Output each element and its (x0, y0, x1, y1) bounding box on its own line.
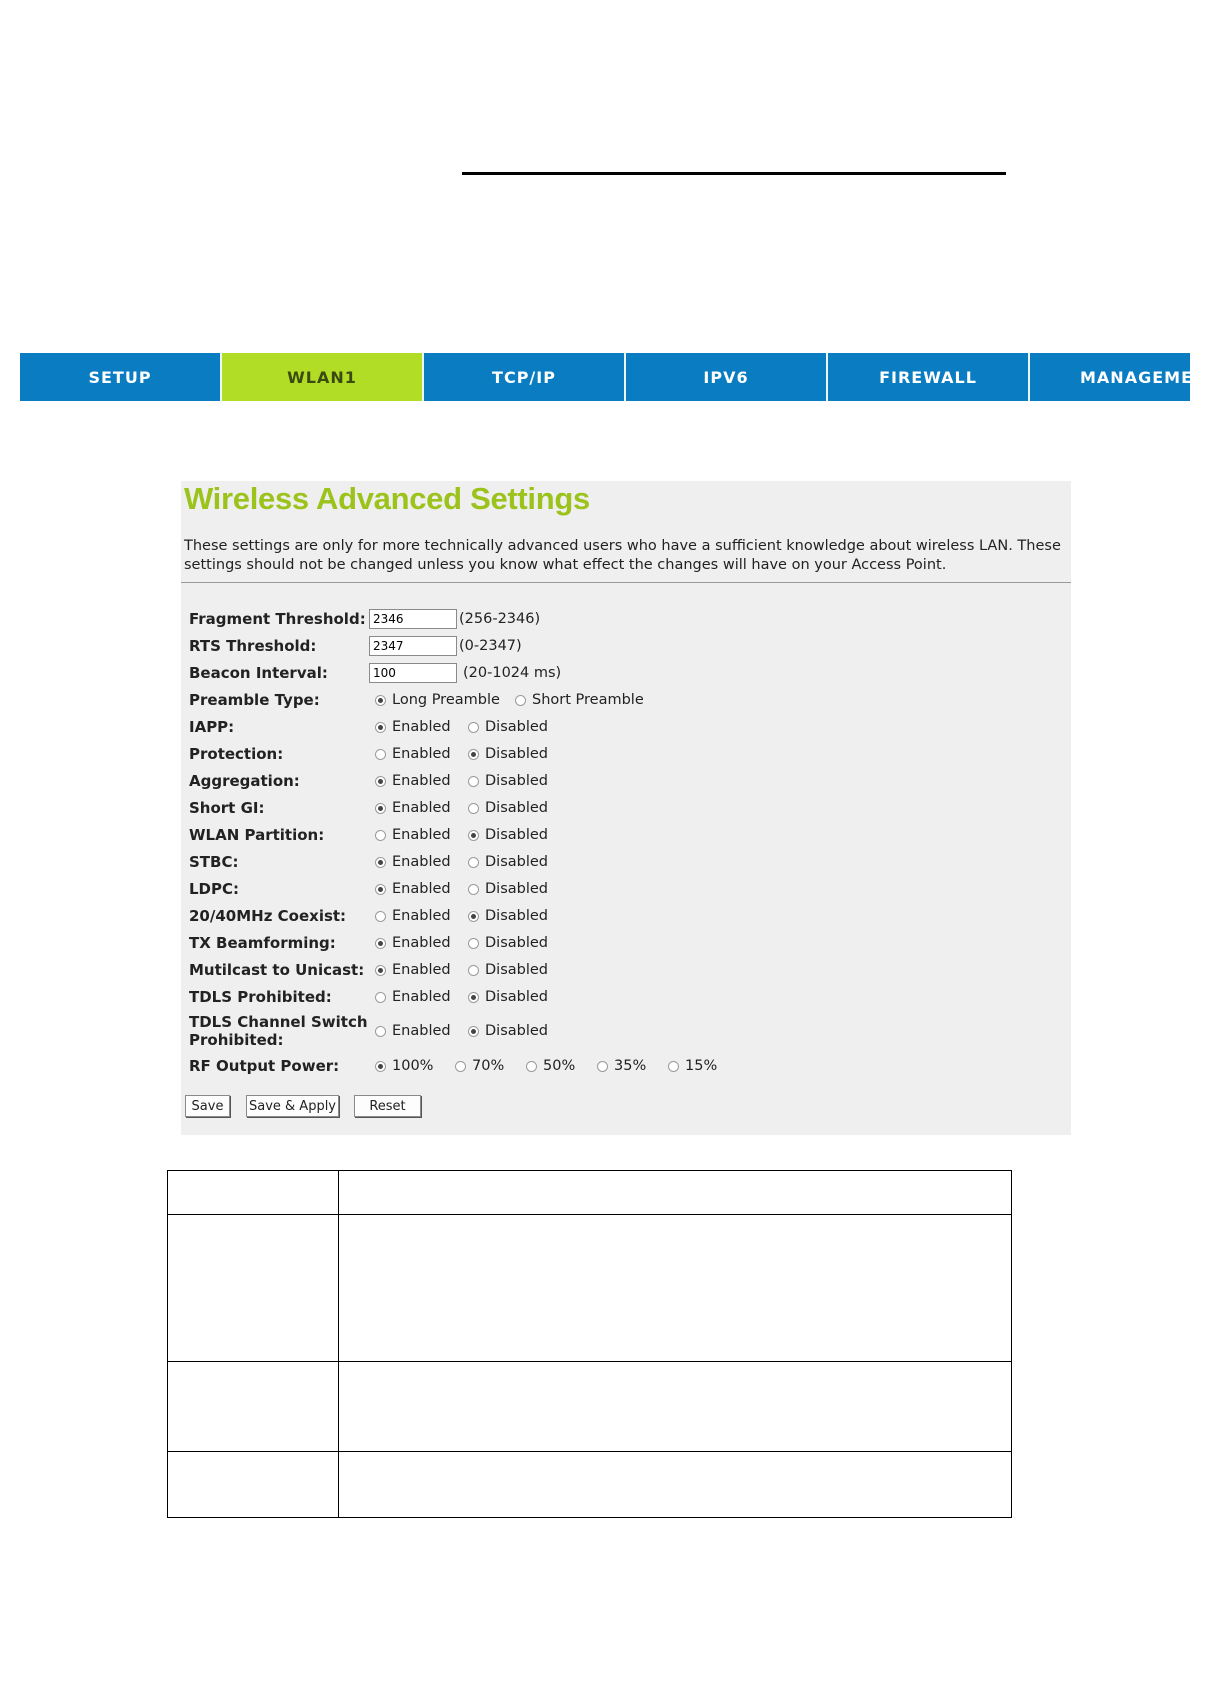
aggregation-row (189, 769, 1059, 793)
tx-beamforming-enabled-option[interactable]: Enabled (375, 935, 468, 951)
tab-setup[interactable]: SETUP (20, 353, 222, 401)
table-cell (168, 1361, 339, 1451)
rf-power-50-option[interactable]: 50% (526, 1058, 597, 1074)
ldpc-row (189, 877, 1059, 901)
radio-icon[interactable] (375, 884, 386, 895)
radio-icon[interactable] (375, 776, 386, 787)
preamble-long-option[interactable]: Long Preamble (375, 692, 515, 708)
coexist-enabled-option[interactable]: Enabled (375, 908, 468, 924)
main-navigation (20, 353, 1219, 401)
radio-icon[interactable] (468, 965, 479, 976)
wireless-advanced-settings-panel (181, 481, 1071, 1135)
radio-icon[interactable] (468, 749, 479, 760)
rts-threshold-range: (0-2347) (459, 638, 522, 654)
radio-icon[interactable] (468, 884, 479, 895)
radio-icon[interactable] (375, 992, 386, 1003)
iapp-disabled-option[interactable]: Disabled (468, 719, 548, 735)
beacon-interval-range: (20-1024 ms) (463, 665, 562, 681)
tdls-channel-switch-enabled-option[interactable]: Enabled (375, 1023, 468, 1039)
radio-icon[interactable] (468, 803, 479, 814)
header-rule (462, 172, 1006, 175)
tdls-channel-switch-row (189, 1011, 1059, 1051)
tdls-prohibited-disabled-option[interactable]: Disabled (468, 989, 548, 1005)
tx-beamforming-disabled-option[interactable]: Disabled (468, 935, 548, 951)
beacon-interval-label: Beacon Interval: (189, 664, 328, 682)
coexist-label: 20/40MHz Coexist: (189, 907, 347, 925)
radio-icon[interactable] (468, 857, 479, 868)
wlan-partition-row (189, 823, 1059, 847)
rts-threshold-label: RTS Threshold: (189, 637, 317, 655)
page-description: These settings are only for more technically advanced users who have a sufficient knowledge about wireless LAN. These settings should not be changed unless you know what effect the changes will have on your Access Point. (184, 538, 1061, 573)
rts-threshold-input[interactable] (369, 636, 457, 656)
stbc-enabled-option[interactable]: Enabled (375, 854, 468, 870)
tdls-prohibited-row (189, 985, 1059, 1009)
rf-output-power-row (189, 1054, 1059, 1078)
coexist-disabled-option[interactable]: Disabled (468, 908, 548, 924)
fragment-threshold-input[interactable] (369, 609, 457, 629)
stbc-row (189, 850, 1059, 874)
rts-threshold-row (189, 634, 1059, 658)
rf-power-70-option[interactable]: 70% (455, 1058, 526, 1074)
radio-icon[interactable] (375, 938, 386, 949)
radio-icon[interactable] (468, 1026, 479, 1037)
multicast-enabled-option[interactable]: Enabled (375, 962, 468, 978)
multicast-to-unicast-label: Mutilcast to Unicast: (189, 961, 365, 979)
wlan-partition-enabled-option[interactable]: Enabled (375, 827, 468, 843)
save-apply-button[interactable]: Save & Apply (246, 1095, 339, 1117)
tab-ipv6[interactable]: IPV6 (626, 353, 828, 401)
table-cell (168, 1215, 339, 1361)
radio-icon[interactable] (375, 965, 386, 976)
radio-icon[interactable] (468, 938, 479, 949)
radio-icon[interactable] (375, 1026, 386, 1037)
radio-icon[interactable] (668, 1061, 679, 1072)
tdls-channel-switch-disabled-option[interactable]: Disabled (468, 1023, 548, 1039)
table-cell (339, 1451, 1012, 1517)
iapp-label: IAPP: (189, 718, 235, 736)
short-gi-label: Short GI: (189, 799, 265, 817)
radio-icon[interactable] (375, 911, 386, 922)
multicast-disabled-option[interactable]: Disabled (468, 962, 548, 978)
description-table (167, 1170, 1012, 1518)
protection-disabled-option[interactable]: Disabled (468, 746, 548, 762)
radio-icon[interactable] (375, 695, 386, 706)
ldpc-enabled-option[interactable]: Enabled (375, 881, 468, 897)
radio-icon[interactable] (375, 1061, 386, 1072)
beacon-interval-input[interactable] (369, 663, 457, 683)
preamble-type-row (189, 688, 1059, 712)
radio-icon[interactable] (468, 776, 479, 787)
iapp-row (189, 715, 1059, 739)
rf-power-15-option[interactable]: 15% (668, 1058, 717, 1074)
divider (181, 582, 1071, 583)
multicast-to-unicast-row (189, 958, 1059, 982)
radio-icon[interactable] (375, 749, 386, 760)
fragment-threshold-range: (256-2346) (459, 611, 541, 627)
short-gi-enabled-option[interactable]: Enabled (375, 800, 468, 816)
stbc-disabled-option[interactable]: Disabled (468, 854, 548, 870)
radio-icon[interactable] (468, 911, 479, 922)
tdls-channel-switch-label: TDLS Channel Switch Prohibited: (189, 1013, 368, 1049)
preamble-type-label: Preamble Type: (189, 691, 320, 709)
fragment-threshold-label: Fragment Threshold: (189, 610, 366, 628)
tdls-prohibited-enabled-option[interactable]: Enabled (375, 989, 468, 1005)
save-button[interactable]: Save (185, 1095, 230, 1117)
ldpc-disabled-option[interactable]: Disabled (468, 881, 548, 897)
table-cell (339, 1171, 1012, 1215)
short-gi-disabled-option[interactable]: Disabled (468, 800, 548, 816)
radio-icon[interactable] (468, 722, 479, 733)
page-title: Wireless Advanced Settings (184, 481, 590, 516)
radio-icon[interactable] (526, 1061, 537, 1072)
aggregation-enabled-option[interactable]: Enabled (375, 773, 468, 789)
wlan-partition-disabled-option[interactable]: Disabled (468, 827, 548, 843)
protection-enabled-option[interactable]: Enabled (375, 746, 468, 762)
radio-icon[interactable] (375, 722, 386, 733)
radio-icon[interactable] (597, 1061, 608, 1072)
reset-button[interactable]: Reset (354, 1095, 421, 1117)
tdls-prohibited-label: TDLS Prohibited: (189, 988, 332, 1006)
tab-wlan1[interactable]: WLAN1 (222, 353, 424, 401)
rf-power-35-option[interactable]: 35% (597, 1058, 668, 1074)
iapp-enabled-option[interactable]: Enabled (375, 719, 468, 735)
aggregation-disabled-option[interactable]: Disabled (468, 773, 548, 789)
table-cell (168, 1171, 339, 1215)
radio-icon[interactable] (455, 1061, 466, 1072)
table-cell (339, 1361, 1012, 1451)
coexist-row (189, 904, 1059, 928)
tx-beamforming-row (189, 931, 1059, 955)
rf-power-100-option[interactable]: 100% (375, 1058, 455, 1074)
ldpc-label: LDPC: (189, 880, 240, 898)
tab-tcpip[interactable]: TCP/IP (424, 353, 626, 401)
radio-icon[interactable] (375, 857, 386, 868)
radio-icon[interactable] (375, 803, 386, 814)
fragment-threshold-row (189, 607, 1059, 631)
wlan-partition-label: WLAN Partition: (189, 826, 325, 844)
stbc-label: STBC: (189, 853, 239, 871)
rf-output-power-label: RF Output Power: (189, 1057, 340, 1075)
preamble-short-option[interactable]: Short Preamble (515, 692, 644, 708)
aggregation-label: Aggregation: (189, 772, 300, 790)
tab-management[interactable]: MANAGEMENT (1030, 353, 1190, 401)
radio-icon[interactable] (375, 830, 386, 841)
beacon-interval-row (189, 661, 1059, 685)
table-cell (339, 1215, 1012, 1361)
protection-row (189, 742, 1059, 766)
tx-beamforming-label: TX Beamforming: (189, 934, 336, 952)
radio-icon[interactable] (515, 695, 526, 706)
tab-firewall[interactable]: FIREWALL (828, 353, 1030, 401)
table-cell (168, 1451, 339, 1517)
radio-icon[interactable] (468, 992, 479, 1003)
protection-label: Protection: (189, 745, 284, 763)
short-gi-row (189, 796, 1059, 820)
radio-icon[interactable] (468, 830, 479, 841)
